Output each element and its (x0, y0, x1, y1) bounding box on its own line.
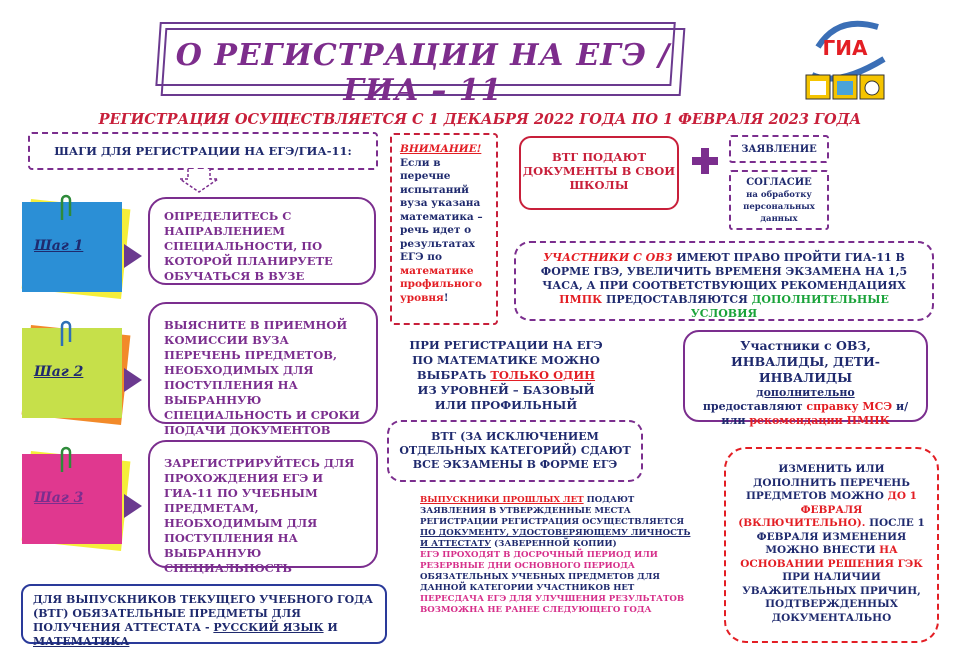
step-3-note (18, 452, 126, 548)
ovz-conditions: ДОПОЛНИТЕЛЬНЫЕ УСЛОВИЯ (690, 293, 889, 320)
change-date: ДО 1 ФЕВРАЛЯ (ВКЛЮЧИТЕЛЬНО). (738, 490, 917, 529)
ovz-lead: УЧАСТНИКИ С ОВЗ (543, 251, 673, 264)
graduates-text1: ПОДАЮТ ЗАЯВЛЕНИЯ В УТВЕРЖДЕННЫЕ МЕСТА РЕГИСТРАЦИИ РЕГИСТРАЦИЯ ОСУЩЕСТВЛЯЕТСЯ (420, 495, 685, 527)
graduates-early: ЕГЭ ПРОХОДЯТ В ДОСРОЧНЫЙ ПЕРИОД ИЛИ РЕЗЕРВНЫЕ ДНИ ОСНОВНОГО ПЕРИОДА (420, 550, 658, 571)
required-math: МАТЕМАТИКА (33, 635, 130, 648)
logo-text: ГИА (822, 36, 868, 60)
change-text2: ПОСЛЕ 1 ФЕВРАЛЯ ИЗМЕНЕНИЯ МОЖНО ВНЕСТИ (756, 517, 925, 556)
math-choice-text (406, 338, 606, 413)
step-2-pointer (124, 368, 142, 392)
graduates-lead: ВЫПУСКНИКИ ПРОШЛЫХ ЛЕТ (420, 495, 584, 505)
paperclip-icon (58, 446, 72, 474)
step-2-note (18, 326, 126, 422)
ovz-pmpk: ПМПК (559, 293, 603, 306)
attention-box (390, 133, 498, 325)
paperclip-icon (58, 320, 72, 348)
step-3-label: Шаг 3 (34, 490, 84, 506)
step-2-label: Шаг 2 (34, 364, 84, 380)
graduates-text2: (ЗАВЕРЕННОЙ КОПИИ) (491, 539, 617, 549)
attention-title: ВНИМАНИЕ! (400, 143, 482, 155)
step-2-box: ВЫЯСНИТЕ В ПРИЕМНОЙ КОМИССИИ ВУЗА ПЕРЕЧЕНЬ ПРЕДМЕТОВ, НЕОБХОДИМЫХ ДЛЯ ПОСТУПЛЕНИЯ НА ВЫБРАННУЮ СПЕЦИАЛЬНОСТЬ И СРОКИ ПОДАЧИ ДОКУМЕНТОВ (148, 302, 378, 424)
past-graduates-text (420, 495, 700, 616)
disabled-andor: и/или (721, 400, 909, 427)
application-box: ЗАЯВЛЕНИЕ (729, 135, 829, 163)
disabled-mse: справку МСЭ (806, 400, 893, 413)
vtg-docs-box: ВТГ ПОДАЮТ ДОКУМЕНТЫ В СВОИ ШКОЛЫ (519, 136, 679, 210)
page-title: О РЕГИСТРАЦИИ НА ЕГЭ / ГИА – 11 (175, 38, 671, 108)
down-arrow-icon (180, 169, 218, 193)
plus-icon (692, 148, 718, 174)
consent-sub: на обработку персональных данных (743, 190, 815, 224)
gia-logo (798, 15, 892, 105)
required-and: И (323, 621, 338, 634)
vtg-exam-box: ВТГ (ЗА ИСКЛЮЧЕНИЕМ ОТДЕЛЬНЫХ КАТЕГОРИЙ) СДАЮТ ВСЕ ЭКЗАМЕНЫ В ФОРМЕ ЕГЭ (387, 420, 643, 482)
change-text3: ПРИ НАЛИЧИИ УВАЖИТЕЛЬНЫХ ПРИЧИН, ПОДТВЕРЖДЕННЫХ ДОКУМЕНТАЛЬНО (742, 571, 921, 624)
graduates-retake: ПЕРЕСДАЧА ЕГЭ ДЛЯ УЛУЧШЕНИЯ РЕЗУЛЬТАТОВ ВОЗМОЖНА НЕ РАНЕЕ СЛЕДУЮЩЕГО ГОДА (420, 594, 685, 615)
graduates-doc: ПО ДОКУМЕНТУ, УДОСТОВЕРЯЮЩЕМУ ЛИЧНОСТЬ И АТТЕСТАТУ (420, 528, 691, 549)
step-1-box: ОПРЕДЕЛИТЕСЬ С НАПРАВЛЕНИЕМ СПЕЦИАЛЬНОСТИ, ПО КОТОРОЙ ПЛАНИРУЕТЕ ОБУЧАТЬСЯ В ВУЗЕ (148, 197, 376, 285)
consent-title: СОГЛАСИЕ (746, 177, 812, 188)
disabled-box (683, 330, 928, 427)
math-text2: ИЗ УРОВНЕЙ – БАЗОВЫЙ ИЛИ ПРОФИЛЬНЫЙ (417, 383, 595, 412)
change-subjects-box (724, 447, 939, 643)
attention-text: Если в перечне испытаний вуза указана математика – речь идет о результатах ЕГЭ по (400, 156, 483, 263)
step-1-label: Шаг 1 (34, 238, 84, 254)
disabled-title: Участники с ОВЗ, ИНВАЛИДЫ, ДЕТИ-ИНВАЛИДЫ (730, 338, 880, 385)
ovz-text2: ПРЕДОСТАВЛЯЮТСЯ (602, 293, 752, 306)
required-subjects-box (21, 584, 387, 648)
disabled-provide: предоставляют (702, 400, 807, 413)
steps-header: ШАГИ ДЛЯ РЕГИСТРАЦИИ НА ЕГЭ/ГИА-11: (28, 132, 378, 170)
math-highlight: ТОЛЬКО ОДИН (490, 368, 596, 382)
disabled-pmpk: рекомендации ПМПК (749, 414, 890, 427)
step-1-note (18, 200, 126, 296)
ovz-box (514, 241, 934, 321)
disabled-additionally: дополнительно (756, 386, 855, 399)
change-text1: ИЗМЕНИТЬ ИЛИ ДОПОЛНИТЬ ПЕРЕЧЕНЬ ПРЕДМЕТОВ МОЖНО (746, 463, 910, 502)
graduates-text3: ОБЯЗАТЕЛЬНЫХ УЧЕБНЫХ ПРЕДМЕТОВ ДЛЯ ДАННОЙ КАТЕГОРИИ УЧАСТНИКОВ НЕТ (420, 572, 660, 593)
step-3-pointer (124, 494, 142, 518)
required-text: ДЛЯ ВЫПУСКНИКОВ ТЕКУЩЕГО УЧЕБНОГО ГОДА (ВТГ) ОБЯЗАТЕЛЬНЫЕ ПРЕДМЕТЫ ДЛЯ ПОЛУЧЕНИЯ АТТЕСТАТА - (33, 593, 373, 634)
math-text1: ПРИ РЕГИСТРАЦИИ НА ЕГЭ ПО МАТЕМАТИКЕ МОЖНО ВЫБРАТЬ (409, 338, 603, 382)
step-1-pointer (124, 244, 142, 268)
ovz-text1: ИМЕЮТ ПРАВО ПРОЙТИ ГИА-11 В ФОРМЕ ГВЭ, УВЕЛИЧИТЬ ВРЕМЕНЯ ЭКЗАМЕНА НА 1,5 ЧАСА, А ПРИ СООТВЕТСТВУЮЩИХ РЕКОМЕНДАЦИЯХ (540, 251, 908, 292)
attention-end: ! (443, 291, 449, 304)
attention-highlight: математике профильного уровня (400, 264, 482, 304)
registration-period: РЕГИСТРАЦИЯ ОСУЩЕСТВЛЯЕТСЯ С 1 ДЕКАБРЯ 2022 ГОДА ПО 1 ФЕВРАЛЯ 2023 ГОДА (98, 111, 862, 128)
paperclip-icon (58, 194, 72, 222)
consent-box (729, 170, 829, 230)
step-3-box: ЗАРЕГИСТРИРУЙТЕСЬ ДЛЯ ПРОХОЖДЕНИЯ ЕГЭ И ГИА-11 ПО УЧЕБНЫМ ПРЕДМЕТАМ, НЕОБХОДИМЫМ ДЛЯ ПОСТУПЛЕНИЯ НА ВЫБРАННУЮ СПЕЦИАЛЬНОСТЬ (148, 440, 378, 568)
required-russian: РУССКИЙ ЯЗЫК (213, 621, 324, 634)
change-basis: НА ОСНОВАНИИ РЕШЕНИЯ ГЭК (740, 544, 923, 570)
